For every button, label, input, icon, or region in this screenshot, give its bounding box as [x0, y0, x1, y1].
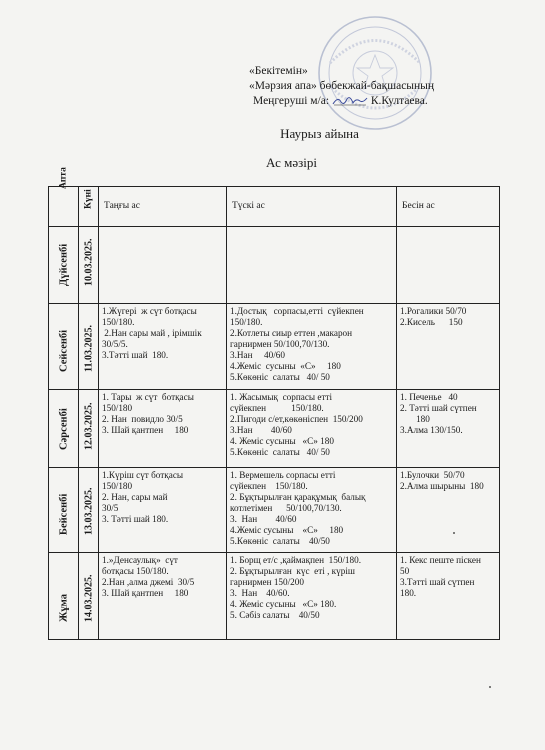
- signature-icon: [332, 96, 368, 106]
- breakfast-cell: [99, 390, 227, 468]
- lunch-item: 2.Котлеты сиыр еттен ,макарон: [230, 328, 353, 338]
- breakfast-item: 3.Тәтті шай 180.: [102, 350, 169, 360]
- lunch-item: сүйекпен 150/180.: [230, 403, 324, 413]
- lunch-item: 2.Пигоди с/ет,көкөніспен 150/200: [230, 414, 363, 424]
- breakfast-item: 150/180: [102, 481, 133, 491]
- table-header-row: [49, 187, 500, 227]
- snack-cell: [397, 553, 500, 640]
- lunch-item: 5.Көкөніс салаты 40/ 50: [230, 447, 330, 457]
- table-row: [49, 390, 500, 468]
- lunch-cell: [227, 468, 397, 553]
- day-cell: [49, 553, 79, 640]
- approval-title: «Бекітемін»: [249, 65, 308, 77]
- breakfast-item: 150/180.: [102, 317, 135, 327]
- date-cell: [79, 390, 99, 468]
- lunch-item: 3. Нан 40/60.: [230, 588, 290, 598]
- day-cell: [49, 304, 79, 390]
- breakfast-cell: [99, 227, 227, 304]
- lunch-cell: [227, 390, 397, 468]
- breakfast-item: 30/5/5.: [102, 339, 128, 349]
- header-day: Апта: [49, 187, 79, 227]
- breakfast-cell: [99, 468, 227, 553]
- day-label: Жұма: [58, 594, 69, 622]
- lunch-item: сүйекпен 150/180.: [230, 481, 308, 491]
- lunch-cell: [227, 553, 397, 640]
- approval-block: [249, 64, 434, 109]
- snack-item: 1. Печенье 40: [400, 392, 458, 402]
- snack-item: 1.Булочки 50/70: [400, 470, 465, 480]
- day-label: Сәрсенбі: [58, 408, 69, 450]
- breakfast-item: 1.Күріш сүт ботқасы: [102, 470, 184, 480]
- date-label: 14.03.2025.: [83, 574, 94, 622]
- lunch-item: гарнирмен 150/200: [230, 577, 304, 587]
- approval-name: К.Култаева.: [370, 95, 428, 107]
- header-snack: Бесін ас: [397, 187, 500, 227]
- lunch-item: 3.Нан 40/60: [230, 350, 285, 360]
- snack-cell: [397, 304, 500, 390]
- lunch-item: 4. Жеміс сусыны «С» 180: [230, 436, 334, 446]
- snack-cell: [397, 227, 500, 304]
- approval-organization: «Мәрзия апа» бөбекжай-бақшасының: [249, 80, 435, 92]
- table-row: [49, 227, 500, 304]
- breakfast-item: 2.Нан ,алма джемі 30/5: [102, 577, 195, 587]
- date-label: 10.03.2025.: [83, 238, 94, 286]
- table-row: [49, 553, 500, 640]
- breakfast-item: 3. Шай қантпен 180: [102, 588, 189, 598]
- snack-item: 3.Тәтті шай сүтпен: [400, 577, 475, 587]
- date-label: 11.03.2025.: [83, 325, 94, 372]
- lunch-item: 1.Достық сорпасы,етті сүйекпен: [230, 306, 364, 316]
- lunch-item: 2. Бұқтырылған қарақұмық балық: [230, 492, 366, 502]
- lunch-item: 2. Бұқтырылған күс еті , күріш: [230, 566, 355, 576]
- lunch-item: 5.Көкөніс салаты 40/50: [230, 536, 330, 546]
- day-cell: [49, 468, 79, 553]
- breakfast-cell: [99, 553, 227, 640]
- lunch-item: 4.Жеміс сусыны «С» 180: [230, 361, 341, 371]
- breakfast-item: 1.»Денсаулық» сүт: [102, 555, 178, 565]
- header-breakfast: Таңғы ас: [99, 187, 227, 227]
- lunch-item: 4. Жеміс сусыны «С» 180.: [230, 599, 337, 609]
- header-date: Күні: [79, 187, 99, 227]
- lunch-item: гарнирмен 50/100,70/130.: [230, 339, 330, 349]
- breakfast-item: 2. Нан повидло 30/5: [102, 414, 183, 424]
- lunch-item: 5. Сәбіз салаты 40/50: [230, 610, 320, 620]
- day-label: Бейсенбі: [58, 493, 69, 535]
- lunch-item: 150/180.: [230, 317, 263, 327]
- snack-item: 1.Рогалики 50/70: [400, 306, 467, 316]
- lunch-cell: [227, 227, 397, 304]
- snack-item: 50: [400, 566, 410, 576]
- lunch-item: 3. Нан 40/60: [230, 514, 297, 524]
- snack-item: 2.Алма шырыны 180: [400, 481, 484, 491]
- snack-item: 180.: [400, 588, 417, 598]
- day-cell: [49, 227, 79, 304]
- table-row: [49, 468, 500, 553]
- day-cell: [49, 390, 79, 468]
- approval-position: Меңгеруші м/а:: [253, 95, 330, 107]
- breakfast-item: ботқасы 150/180.: [102, 566, 169, 576]
- breakfast-cell: [99, 304, 227, 390]
- breakfast-item: 1.Жүгері ж сүт ботқасы: [102, 306, 197, 316]
- snack-cell: [397, 390, 500, 468]
- header-lunch: Түскі ас: [227, 187, 397, 227]
- speck: [453, 532, 455, 534]
- speck: [489, 686, 491, 688]
- snack-item: 1. Кекс пеште піскен: [400, 555, 481, 565]
- approval-signature-line: [249, 94, 434, 109]
- lunch-item: 1. Борщ ет/с ,қаймақпен 150/180.: [230, 555, 362, 565]
- month-title: Наурыз айына: [280, 126, 359, 141]
- day-label: Сейсенбі: [58, 329, 69, 372]
- breakfast-item: 150/180: [102, 403, 133, 413]
- breakfast-item: 3. Шай қантпен 180: [102, 425, 189, 435]
- breakfast-item: 2.Нан сары май , ірімшік: [102, 328, 202, 338]
- menu-title: Ас мәзірі: [266, 155, 317, 170]
- snack-item: 2. Тәтті шай сүтпен: [400, 403, 477, 413]
- table-row: [49, 304, 500, 390]
- snack-item: 3.Алма 130/150.: [400, 425, 463, 435]
- breakfast-item: 2. Нан, сары май: [102, 492, 168, 502]
- snack-cell: [397, 468, 500, 553]
- date-label: 12.03.2025.: [83, 402, 94, 450]
- snack-item: 180: [400, 414, 430, 424]
- lunch-item: 1. Вермешель сорпасы етті: [230, 470, 336, 480]
- lunch-item: 1. Жасымық сорпасы етті: [230, 392, 333, 402]
- lunch-item: котлетімен 50/100,70/130.: [230, 503, 342, 513]
- menu-table: [48, 167, 500, 640]
- lunch-cell: [227, 304, 397, 390]
- date-cell: [79, 553, 99, 640]
- breakfast-item: 1. Тары ж сүт ботқасы: [102, 392, 194, 402]
- lunch-item: 5.Көкөніс салаты 40/ 50: [230, 372, 330, 382]
- lunch-item: 4.Жеміс сусыны «С» 180: [230, 525, 344, 535]
- breakfast-item: 30/5: [102, 503, 119, 513]
- date-cell: [79, 304, 99, 390]
- breakfast-item: 3. Тәтті шай 180.: [102, 514, 169, 524]
- day-label: Дүйсенбі: [58, 243, 69, 286]
- lunch-item: 3.Нан 40/60: [230, 425, 292, 435]
- date-cell: [79, 227, 99, 304]
- date-cell: [79, 468, 99, 553]
- date-label: 13.03.2025.: [83, 487, 94, 535]
- snack-item: 2.Кисель 150: [400, 317, 463, 327]
